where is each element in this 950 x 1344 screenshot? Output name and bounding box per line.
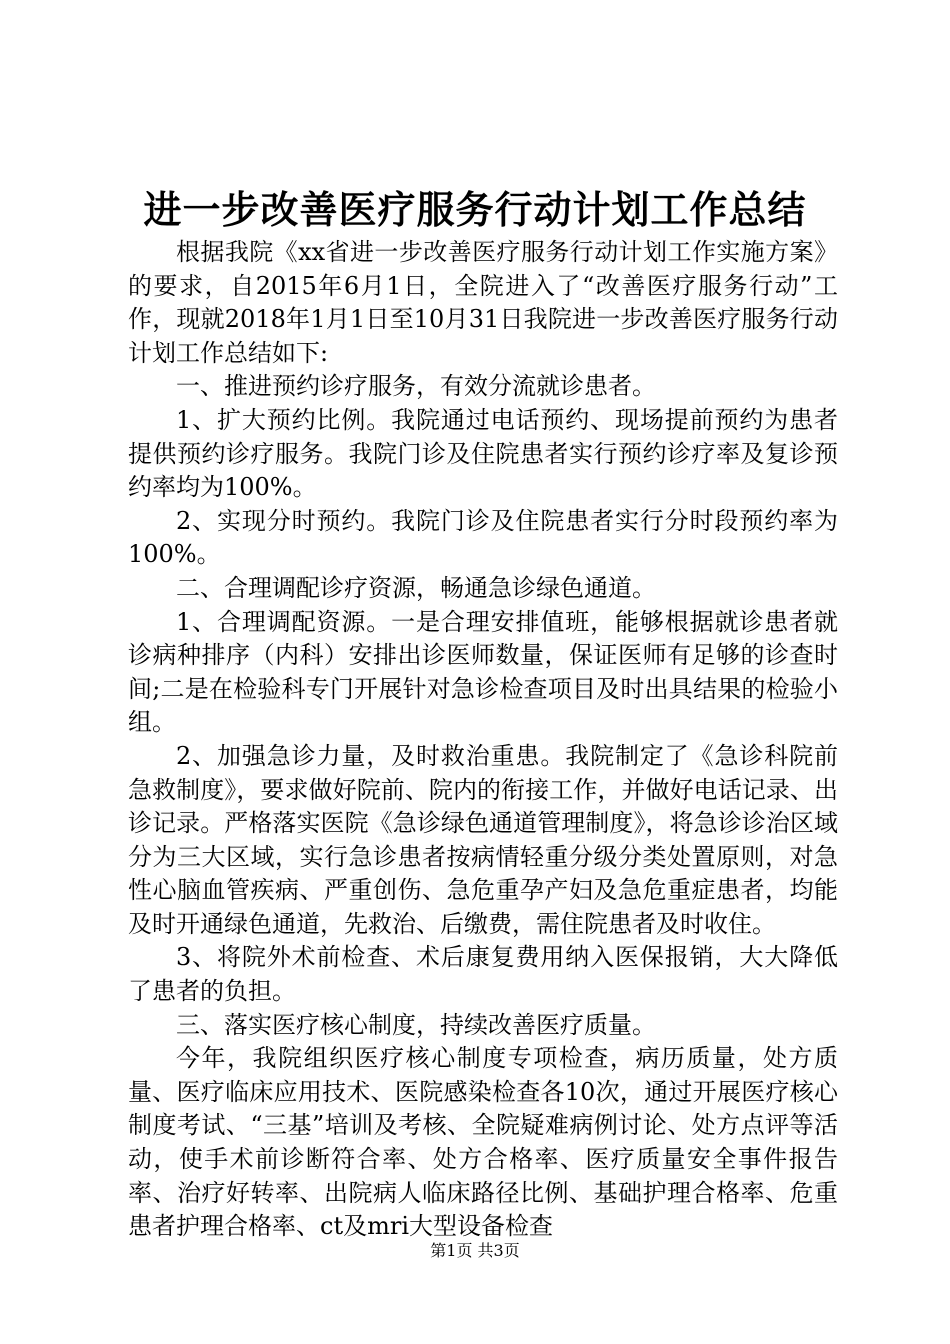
- paragraph-1-2: 2、实现分时预约。我院门诊及住院患者实行分时段预约率为100%。: [128, 506, 838, 569]
- paragraph-2-3: 3、将院外术前检查、术后康复费用纳入医保报销，大大降低了患者的负担。: [128, 943, 838, 1006]
- paragraph-2-2: 2、加强急诊力量，及时救治重患。我院制定了《急诊科院前急救制度》，要求做好院前、院内的衔接工作，并做好电话记录、出诊记录。严格落实医院《急诊绿色通道管理制度》，将急诊诊治区域分为三大区域，实行急诊患者按病情轻重分级分类处置原则，对急性心脑血管疾病、严重创伤、急危重孕产妇及急危重症患者，均能及时开通绿色通道，先救治、后缴费，需住院患者及时收住。: [128, 741, 838, 938]
- paragraph-2-1: 1、合理调配资源。一是合理安排值班，能够根据就诊患者就诊病种排序（内科）安排出诊医师数量，保证医师有足够的诊查时间;二是在检验科专门开展针对急诊检查项目及时出具结果的检验小组。: [128, 607, 838, 737]
- section-heading-2: 二、合理调配诊疗资源，畅通急诊绿色通道。: [176, 573, 656, 602]
- paragraph-intro: 根据我院《xx省进一步改善医疗服务行动计划工作实施方案》的要求，自2015年6月1日，全院进入了“改善医疗服务行动”工作，现就2018年1月1日至10月31日我院进一步改善医疗服务行动计划工作总结如下:: [128, 238, 838, 367]
- paragraph-3-1: 今年，我院组织医疗核心制度专项检查，病历质量，处方质量、医疗临床应用技术、医院感染检查各10次，通过开展医疗核心制度考试、“三基”培训及考核、全院疑难病例讨论、处方点评等活动，使手术前诊断符合率、处方合格率、医疗质量安全事件报告率、治疗好转率、出院病人临床路径比例、基础护理合格率、危重患者护理合格率、ct及mri大型设备检查: [128, 1044, 838, 1241]
- page-number-footer: 第1页 共3页: [430, 1241, 520, 1260]
- section-heading-3: 三、落实医疗核心制度，持续改善医疗质量。: [176, 1010, 656, 1039]
- section-heading-1: 一、推进预约诊疗服务，有效分流就诊患者。: [176, 372, 656, 401]
- paragraph-1-1: 1、扩大预约比例。我院通过电话预约、现场提前预约为患者提供预约诊疗服务。我院门诊及住院患者实行预约诊疗率及复诊预约率均为100%。: [128, 405, 838, 502]
- document-body: [128, 236, 838, 1244]
- document-title: 进一步改善医疗服务行动计划工作总结: [143, 187, 807, 232]
